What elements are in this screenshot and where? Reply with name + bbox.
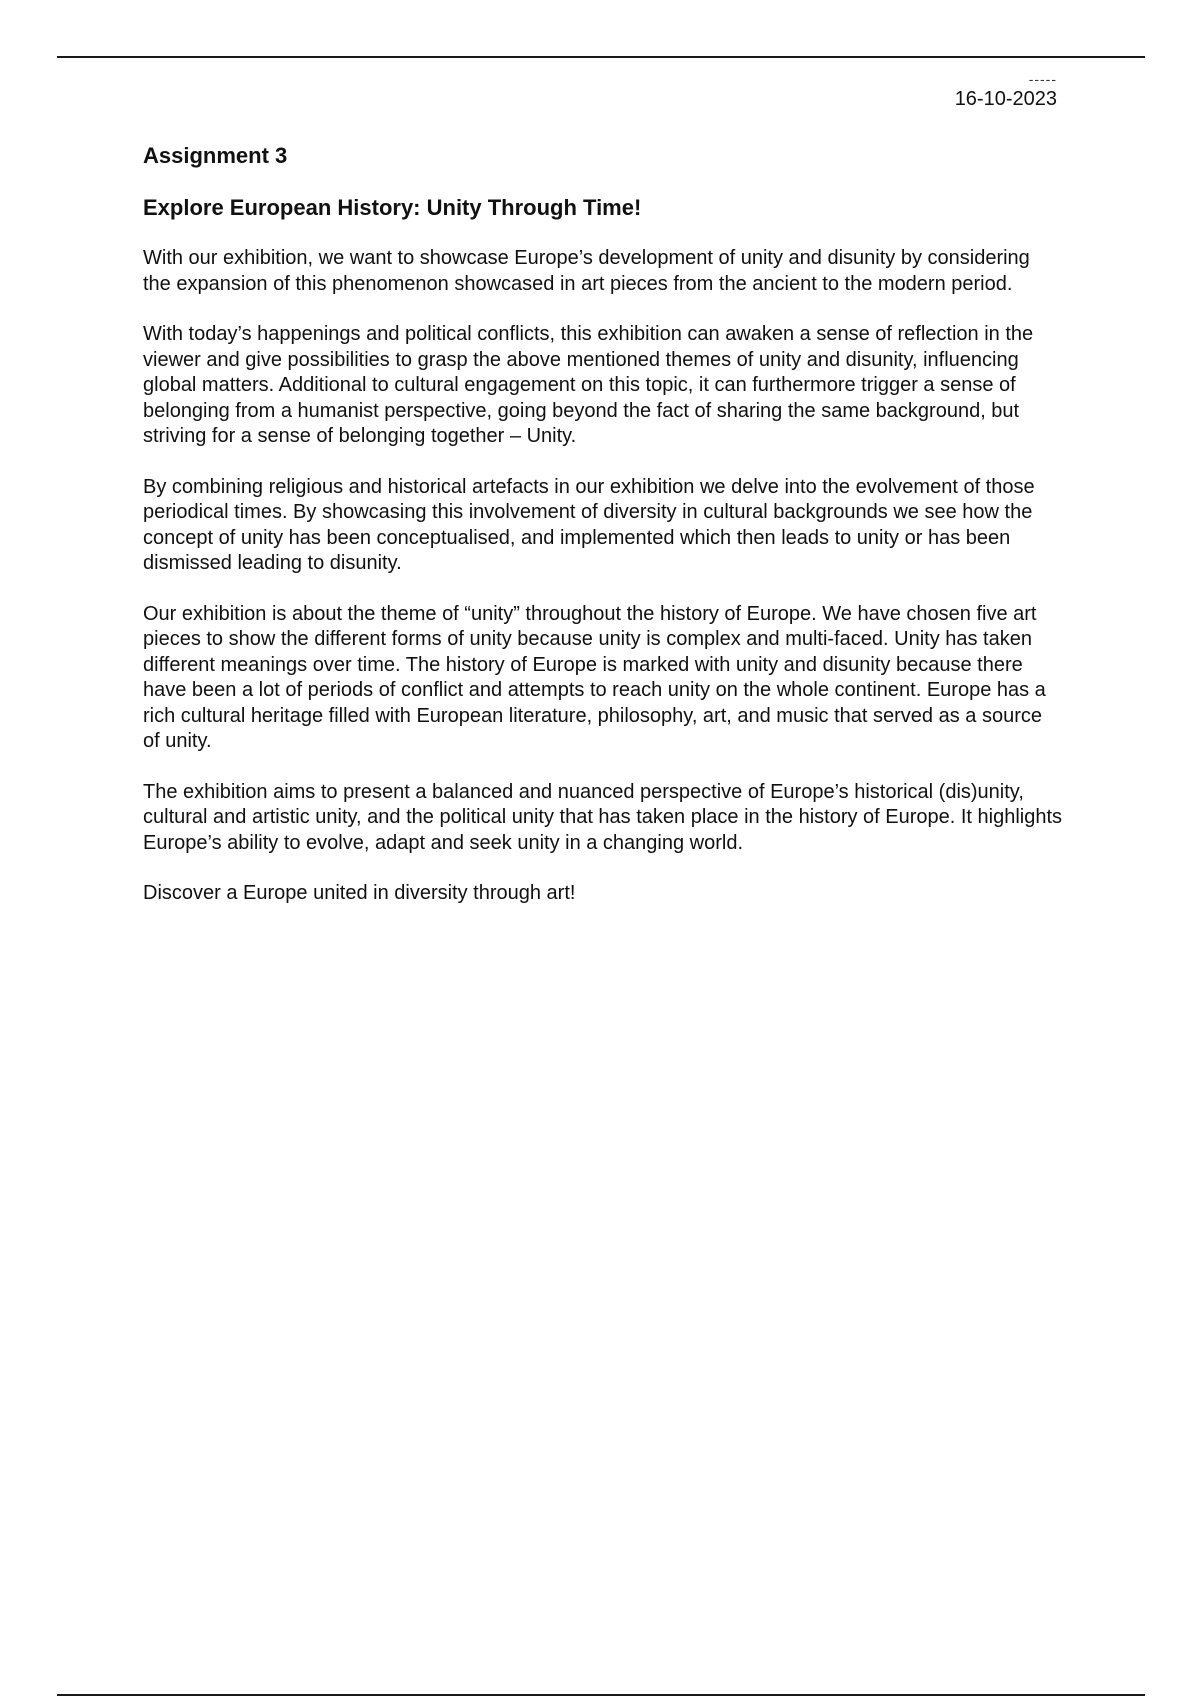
assignment-title: Assignment 3 — [143, 143, 288, 168]
author-name: ----- — [1028, 71, 1057, 87]
paragraph: The exhibition aims to present a balanced and nuanced perspective of Europe’s historical (dis)unity, cultural and artistic unity, and the political unity that has taken place in the history of Europe. It highlights Europe’s ability to evolve, adapt and seek unity in a changing world. — [143, 780, 1063, 854]
footer-divider — [57, 1694, 1145, 1696]
document-heading: Explore European History: Unity Through Time! — [143, 195, 642, 220]
document-body — [143, 142, 1063, 932]
document-date: 16-10-2023 — [954, 88, 1057, 110]
paragraph: With our exhibition, we want to showcase Europe’s development of unity and disunity by considering the expansion of this phenomenon showcased in art pieces from the ancient to the modern period. — [143, 247, 1030, 295]
closing-line: Discover a Europe united in diversity through art! — [143, 882, 576, 904]
document-header — [955, 72, 1057, 112]
paragraph: Our exhibition is about the theme of “unity” throughout the history of Europe. We have chosen five art pieces to show the different forms of unity because unity is complex and multi-faced. Unity has taken different meanings over time. The history of Europe is marked with unity and disunity because there have been a lot of periods of conflict and attempts to reach unity on the whole continent. Europe has a rich cultural heritage filled with European literature, philosophy, art, and music that served as a source of unity. — [143, 602, 1046, 752]
paragraph: With today’s happenings and political conflicts, this exhibition can awaken a sense of reflection in the viewer and give possibilities to grasp the above mentioned themes of unity and disunity, influencing global matters. Additional to cultural engagement on this topic, it can furthermore trigger a sense of belonging from a humanist perspective, going beyond the fact of sharing the same background, but striving for a sense of belonging together – Unity. — [143, 323, 1034, 447]
header-divider — [57, 56, 1145, 58]
paragraph: By combining religious and historical artefacts in our exhibition we delve into the evolvement of those periodical times. By showcasing this involvement of diversity in cultural backgrounds we see how the concept of unity has been conceptualised, and implemented which then leads to unity or has been dismissed leading to disunity. — [143, 475, 1035, 574]
